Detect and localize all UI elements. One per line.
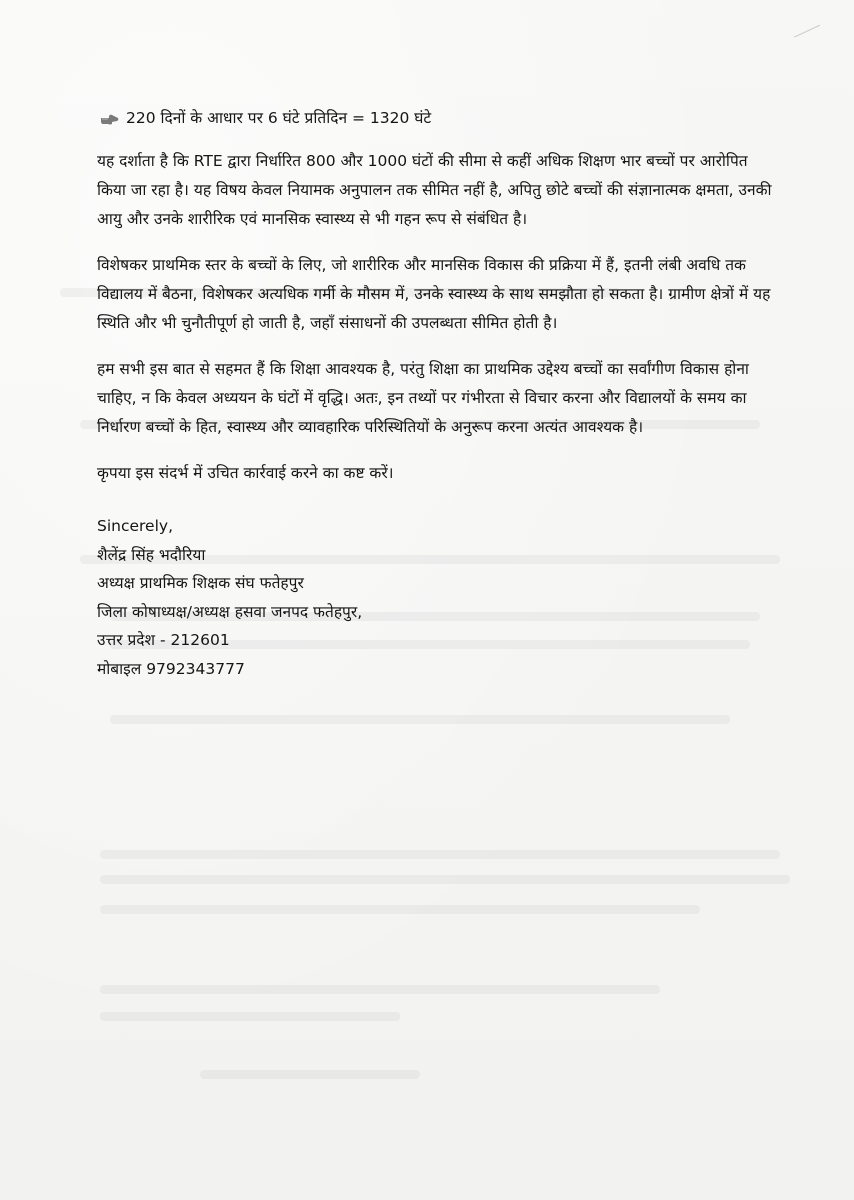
paragraph-education-purpose: हम सभी इस बात से सहमत हैं कि शिक्षा आवश्यक है, परंतु शिक्षा का प्राथमिक उद्देश्य बच्चों का सर्वांगीण विकास होना चाहिए, न कि केवल अध्ययन के घंटों में वृद्धि। अतः, इन तथ्यों पर गंभीरता से विचार करना और विद्यालयों के समय का निर्धारण बच्चों के हित, स्वास्थ्य और व्यावहारिक परिस्थितियों के अनुरूप करना अत्यंत आवश्यक है। — [97, 360, 749, 436]
signature-block — [97, 512, 777, 683]
paragraph-rte-hours: यह दर्शाता है कि RTE द्वारा निर्धारित 800 और 1000 घंटों की सीमा से कहीं अधिक शिक्षण भार बच्चों पर आरोपित किया जा रहा है। यह विषय केवल नियामक अनुपालन तक सीमित नहीं है, अपितु छोटे बच्चों की संज्ञानात्मक क्षमता, उनकी आयु और उनके शारीरिक एवं मानसिक स्वास्थ्य से भी गहन रूप से संबंधित है। — [97, 152, 772, 228]
reverse-side-bleed — [100, 850, 780, 859]
paragraph-primary-children: विशेषकर प्राथमिक स्तर के बच्चों के लिए, जो शारीरिक और मानसिक विकास की प्रक्रिया में हैं, इतनी लंबी अवधि तक विद्यालय में बैठना, विशेषकर अत्यधिक गर्मी के मौसम में, उनके स्वास्थ्य के साथ समझौता हो सकता है। ग्रामीण क्षेत्रों में यह स्थिति और भी चुनौतीपूर्ण हो जाती है, जहाँ संसाधनों की उपलब्धता सीमित होती है। — [97, 256, 771, 332]
signatory-mobile: मोबाइल 9792343777 — [97, 659, 245, 678]
paragraph-request: कृपया इस संदर्भ में उचित कार्रवाई करने का कष्ट करें। — [97, 464, 394, 482]
hours-calculation-line — [100, 104, 777, 133]
page-corner-mark — [794, 25, 826, 50]
reverse-side-bleed — [100, 905, 700, 914]
signatory-title-2: जिला कोषाध्यक्ष/अध्यक्ष हसवा जनपद फतेहपुर, — [97, 602, 363, 621]
reverse-side-bleed — [100, 985, 660, 994]
closing-text: Sincerely, — [97, 517, 174, 535]
signatory-name: शैलेंद्र सिंह भदौरिया — [97, 545, 206, 564]
letter-body — [97, 104, 777, 683]
signatory-address: उत्तर प्रदेश - 212601 — [97, 631, 230, 649]
reverse-side-bleed — [100, 1012, 400, 1021]
signatory-title-1: अध्यक्ष प्राथमिक शिक्षक संघ फतेहपुर — [97, 574, 304, 592]
reverse-side-bleed — [100, 875, 790, 884]
reverse-side-bleed — [200, 1070, 420, 1079]
reverse-side-bleed — [110, 715, 730, 724]
hours-calculation-text: 220 दिनों के आधार पर 6 घंटे प्रतिदिन = 1320 घंटे — [126, 109, 432, 127]
pointing-hand-icon — [100, 112, 120, 126]
